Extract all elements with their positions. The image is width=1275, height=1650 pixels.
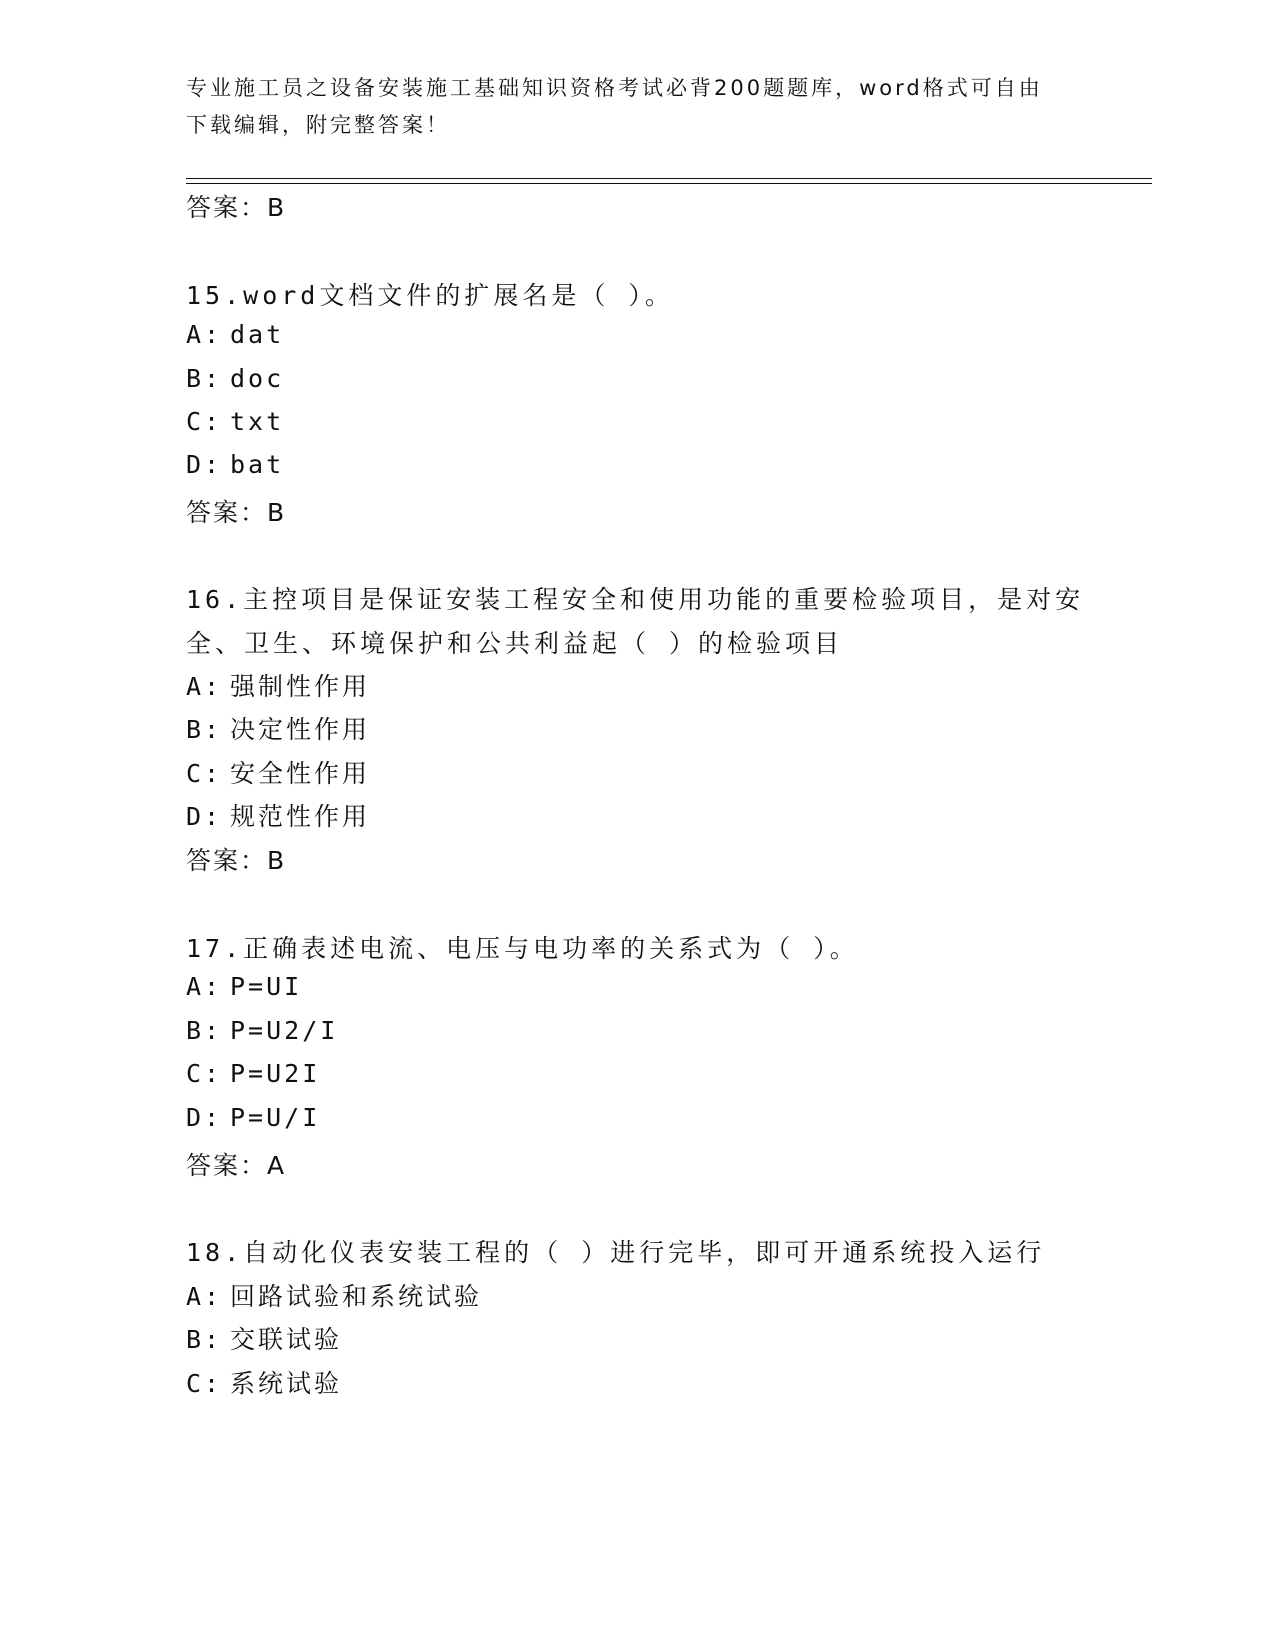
question-stem-continued: 全、卫生、环境保护和公共利益起（ ）的检验项目 (186, 629, 844, 658)
option-letter: C: (186, 407, 223, 436)
option-text: P=U2I (230, 1059, 321, 1088)
question-stem: 15.word文档文件的扩展名是（ ）。 (186, 281, 674, 310)
header-line-1: 专业施工员之设备安装施工基础知识资格考试必背200题题库，word格式可自由 (186, 76, 1043, 100)
option-d (186, 797, 370, 833)
option-letter: C: (186, 1369, 223, 1398)
option-letter: D: (186, 450, 223, 479)
option-text: 决定性作用 (230, 715, 371, 744)
option-b (186, 364, 284, 393)
option-letter: A: (186, 972, 223, 1001)
option-letter: D: (186, 802, 223, 831)
option-letter: B: (186, 1016, 223, 1045)
option-c (186, 1364, 342, 1400)
question-stem: 16.主控项目是保证安装工程安全和使用功能的重要检验项目，是对安 (186, 585, 1085, 614)
header-divider-second (186, 183, 1152, 184)
option-text: P=U2/I (230, 1016, 339, 1045)
option-text: P=U/I (230, 1103, 321, 1132)
option-a (186, 1277, 482, 1313)
header-divider (186, 178, 1152, 179)
answer-line: 答案：B (186, 846, 287, 875)
answer-line: 答案：A (186, 1151, 287, 1180)
option-text: doc (230, 364, 285, 393)
option-text: txt (230, 407, 285, 436)
option-d (186, 1103, 320, 1132)
option-c (186, 1059, 320, 1088)
option-text: 安全性作用 (230, 759, 371, 788)
option-letter: B: (186, 364, 223, 393)
header-line-2: 下载编辑，附完整答案！ (186, 113, 450, 137)
option-letter: B: (186, 1325, 223, 1354)
option-letter: A: (186, 672, 223, 701)
option-text: 回路试验和系统试验 (230, 1282, 483, 1311)
option-text: P=UI (230, 972, 303, 1001)
option-c (186, 407, 284, 436)
option-letter: B: (186, 715, 223, 744)
option-letter: C: (186, 1059, 223, 1088)
option-a (186, 667, 370, 703)
option-b (186, 1320, 342, 1356)
option-text: 强制性作用 (230, 672, 371, 701)
option-letter: D: (186, 1103, 223, 1132)
previous-answer: 答案：B (186, 193, 287, 222)
question-stem: 17.正确表述电流、电压与电功率的关系式为（ ）。 (186, 934, 859, 963)
option-b (186, 710, 370, 746)
option-b (186, 1016, 338, 1045)
option-a (186, 972, 302, 1001)
option-letter: A: (186, 1282, 223, 1311)
document-header (186, 70, 1086, 144)
option-text: 规范性作用 (230, 802, 371, 831)
option-letter: C: (186, 759, 223, 788)
option-letter: A: (186, 320, 223, 349)
option-a (186, 320, 284, 349)
option-text: 交联试验 (230, 1325, 343, 1354)
option-text: dat (230, 320, 285, 349)
option-c (186, 754, 370, 790)
answer-line: 答案：B (186, 498, 287, 527)
option-text: 系统试验 (230, 1369, 343, 1398)
option-d (186, 450, 284, 479)
option-text: bat (230, 450, 285, 479)
question-stem: 18.自动化仪表安装工程的（ ）进行完毕，即可开通系统投入运行 (186, 1238, 1046, 1267)
